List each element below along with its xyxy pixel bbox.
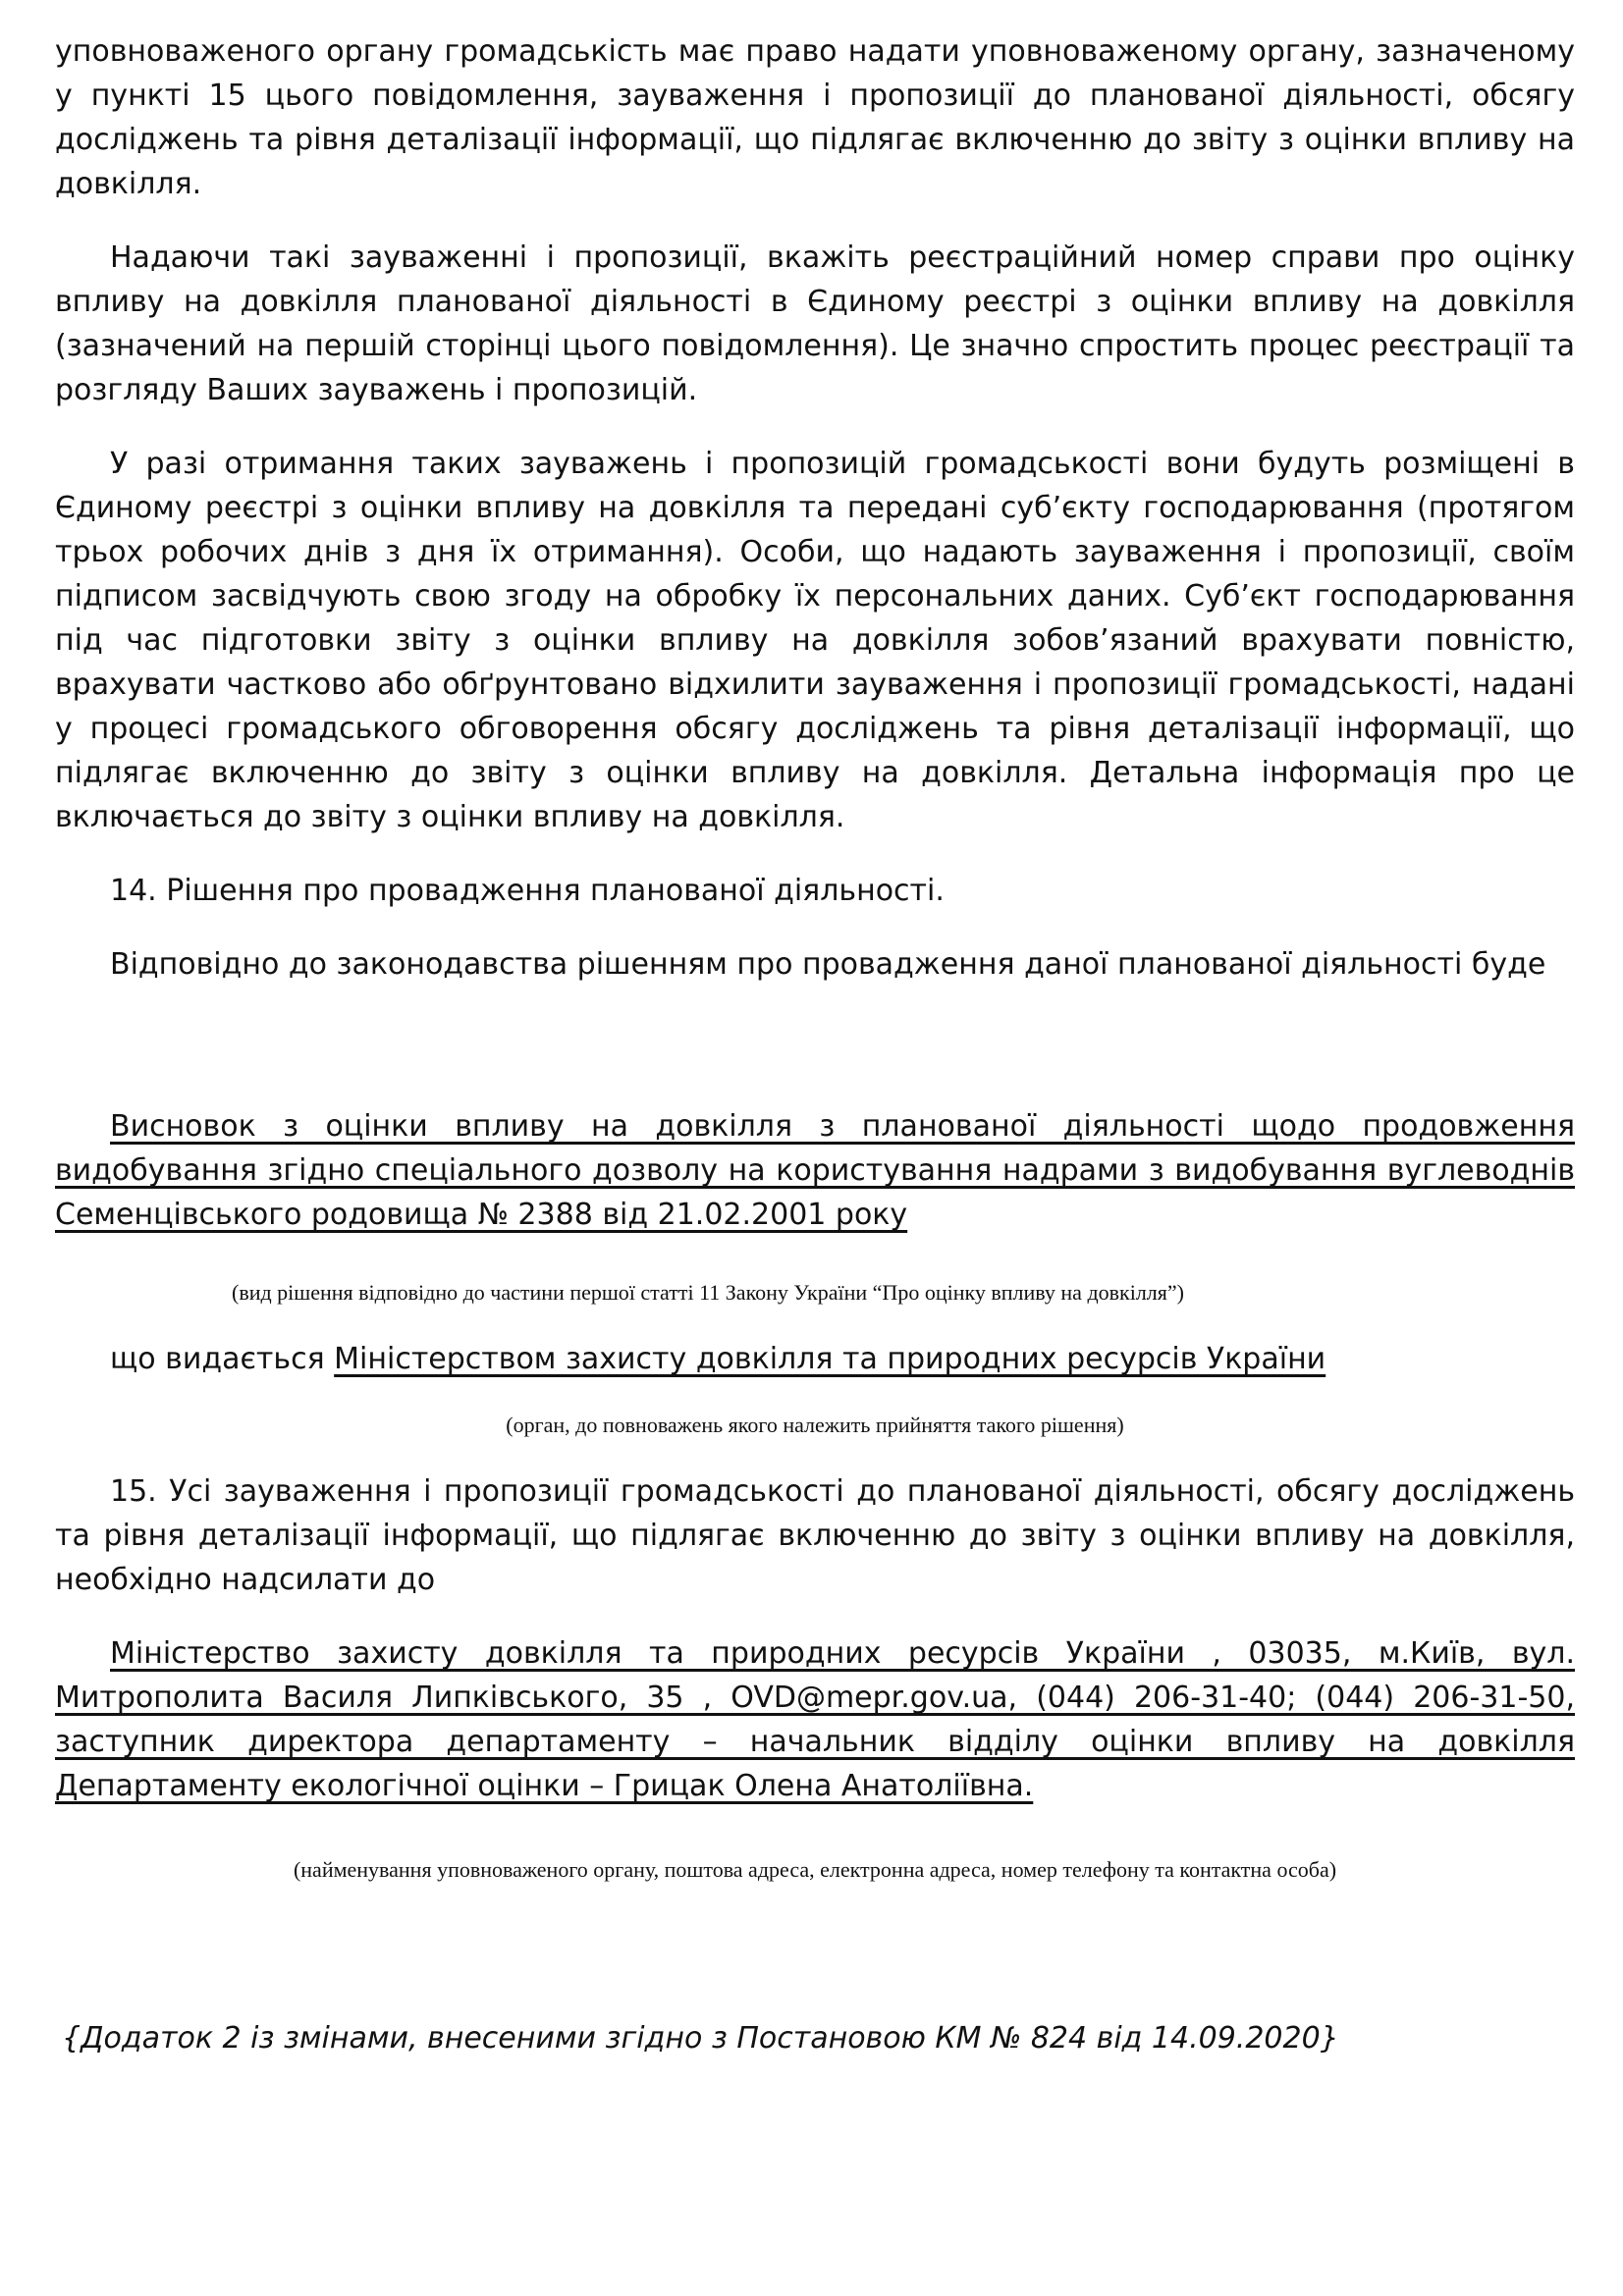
issuing-authority: Міністерством захисту довкілля та природних ресурсів України <box>334 1342 1326 1376</box>
section-14-heading: 14. Рішення про провадження планованої діяльності. <box>110 874 945 908</box>
organ-caption: (орган, до повноважень якого належить прийняття такого рішення) <box>506 1413 1124 1437</box>
paragraph-comments-processing: У разі отримання таких зауважень і пропозицій громадськості вони будуть розміщені в Єдиному реєстрі з оцінки впливу на довкілля та передані суб’єкту господарювання (протягом трьох робочих днів з дня їх отримання). Особи, що надають зауваження і пропозиції, своїм підписом засвідчують свою згоду на обробку їх персональних даних. Суб’єкт господарювання під час підготовки звіту з оцінки впливу на довкілля зобов’язаний врахувати повністю, врахувати частково або обґрунтовано відхилити зауваження і пропозиції громадськості, надані у процесі громадського обговорення обсягу досліджень та рівня деталізації інформації, що підлягає включенню до звіту з оцінки впливу на довкілля. Детальна інформація про це включається до звіту з оцінки впливу на довкілля. <box>55 447 1575 834</box>
document-page <box>55 29 1575 1885</box>
decision-caption: (вид рішення відповідно до частини першої статті 11 Закону України “Про оцінку впливу на довкілля”) <box>232 1280 1184 1305</box>
authority-address: Міністерство захисту довкілля та природних ресурсів України , 03035, м.Київ, вул. Митрополита Василя Липківського, 35 , OVD@mepr.gov.ua, (044) 206-31-40; (044) 206-31-50, заступник директора департаменту – начальник відділу оцінки впливу на довкілля Департаменту екологічної оцінки – Грицак Олена Анатоліївна. <box>55 1636 1575 1803</box>
issued-prefix: що видається <box>110 1342 335 1376</box>
section-15-text: 15. Усі зауваження і пропозиції громадськості до планованої діяльності, обсягу досліджень та рівня деталізації інформації, що підлягає включенню до звіту з оцінки впливу на довкілля, необхідно надсилати до <box>55 1474 1575 1597</box>
section-14-text: Відповідно до законодавства рішенням про провадження даної планованої діяльності буде <box>110 947 1546 982</box>
issued-by-line <box>55 1337 1575 1381</box>
decision-type: Висновок з оцінки впливу на довкілля з планованої діяльності щодо продовження видобування згідно спеціального дозволу на користування надрами з видобування вуглеводнів Семенцівського родовища № 2388 від 21.02.2001 року <box>55 1109 1575 1232</box>
address-caption: (найменування уповноваженого органу, поштова адреса, електронна адреса, номер телефону та контактна особа) <box>293 1857 1337 1882</box>
paragraph-registration-number: Надаючи такі зауваженні і пропозиції, вкажіть реєстраційний номер справи про оцінку впливу на довкілля планованої діяльності в Єдиному реєстрі з оцінки впливу на довкілля (зазначений на першій сторінці цього повідомлення). Це значно спростить процес реєстрації та розгляду Ваших зауважень і пропозицій. <box>55 240 1575 407</box>
paragraph-public-right: уповноваженого органу громадськість має право надати уповноваженому органу, зазначеному у пункті 15 цього повідомлення, зауваження і пропозиції до планованої діяльності, обсягу досліджень та рівня деталізації інформації, що підлягає включенню до звіту з оцінки впливу на довкілля. <box>55 34 1575 201</box>
amendment-footnote: {Додаток 2 із змінами, внесеними згідно з Постановою КМ № 824 від 14.09.2020} <box>62 2021 1339 2056</box>
